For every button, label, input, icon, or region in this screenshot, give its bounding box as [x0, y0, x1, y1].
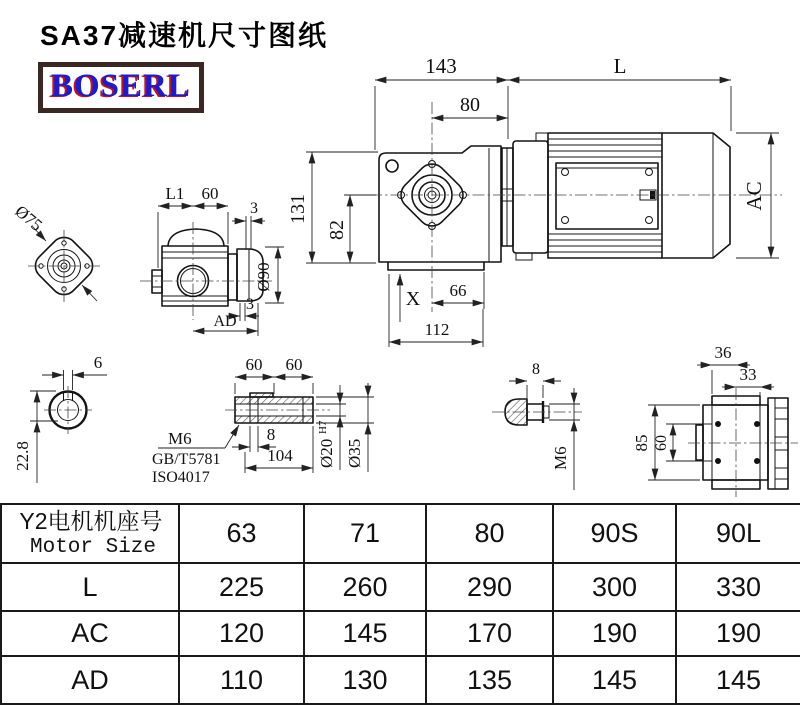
standard-gb: GB/T5781: [152, 451, 221, 468]
table-cell: 135: [426, 656, 553, 704]
table-cell: 145: [304, 611, 426, 656]
table-cell: 225: [179, 563, 304, 611]
dim-8-screw: 8: [532, 361, 540, 378]
table-cell: 120: [179, 611, 304, 656]
thread-label-M6: M6: [168, 429, 192, 448]
table-cell: 190: [676, 611, 800, 656]
dim-60: 60: [201, 184, 219, 203]
row-label-L: L: [1, 563, 179, 611]
dim-143: 143: [425, 54, 457, 78]
table-cell: 145: [553, 656, 676, 704]
dim-d20: Ø20: [317, 438, 336, 468]
dim-X: X: [405, 288, 421, 310]
dim-80: 80: [460, 94, 480, 116]
header-en: Motor Size: [29, 535, 157, 559]
motor-size-80: 80: [426, 504, 553, 563]
main-view: [287, 54, 782, 347]
motor-size-63: 63: [179, 504, 304, 563]
dim-AC: AC: [742, 181, 766, 211]
header-cn: Y2电机机座号: [19, 507, 163, 534]
hollow-shaft-view: [152, 355, 374, 486]
motor-size-71: 71: [304, 504, 426, 563]
dim-AD: AD: [213, 313, 237, 330]
dim-22-8: 22.8: [13, 441, 32, 471]
boserl-logo-text: BOSERL: [51, 68, 191, 104]
table-cell: 110: [179, 656, 304, 704]
dim-60-right: 60: [285, 355, 303, 374]
table-row-AD: [1, 656, 800, 704]
dim-6: 6: [93, 353, 103, 372]
motor-size-table: [0, 503, 800, 705]
motor-size-90L: 90L: [676, 504, 800, 563]
table-cell: 170: [426, 611, 553, 656]
dim-60-rear: 60: [653, 435, 670, 451]
dim-82: 82: [326, 220, 348, 240]
motor-size-header-cell: [1, 504, 179, 563]
dim-66: 66: [449, 281, 467, 300]
dim-33: 33: [739, 365, 757, 384]
table-cell: 290: [426, 563, 553, 611]
table-cell: 260: [304, 563, 426, 611]
dim-104: 104: [267, 446, 293, 465]
dim-112: 112: [424, 320, 450, 339]
dim-d35: Ø35: [345, 438, 364, 468]
table-cell: 330: [676, 563, 800, 611]
row-label-AC: AC: [1, 611, 179, 656]
screw-view: [492, 361, 582, 490]
table-cell: 130: [304, 656, 426, 704]
table-cell: 300: [553, 563, 676, 611]
dim-L: L: [613, 54, 627, 78]
rear-view: [632, 343, 798, 497]
dim-M6-screw: M6: [551, 446, 570, 470]
dim-L1: L1: [165, 184, 185, 203]
table-row-AC: [1, 611, 800, 656]
dim-8-shaft: 8: [266, 425, 276, 444]
row-label-AD: AD: [1, 656, 179, 704]
dim-d75: Ø75: [11, 201, 47, 235]
motor-size-90S: 90S: [553, 504, 676, 563]
shaft-section-view: [13, 353, 107, 483]
dim-36: 36: [714, 343, 732, 362]
boserl-logo: [38, 62, 204, 113]
dim-60-left: 60: [245, 355, 263, 374]
table-row-L: [1, 563, 800, 611]
dim-131: 131: [287, 194, 309, 224]
page-title: SA37减速机尺寸图纸: [40, 20, 329, 51]
dim-85: 85: [632, 434, 651, 452]
dim-3-bottom: 3: [246, 296, 254, 313]
standard-iso: ISO4017: [152, 469, 210, 486]
table-cell: 145: [676, 656, 800, 704]
dim-d90: Ø90: [254, 262, 273, 292]
flange-view: [11, 202, 100, 302]
table-cell: 190: [553, 611, 676, 656]
dim-d20-tolerance: H7: [317, 420, 329, 434]
top-view: [140, 184, 284, 336]
dim-3-top: 3: [250, 200, 258, 217]
